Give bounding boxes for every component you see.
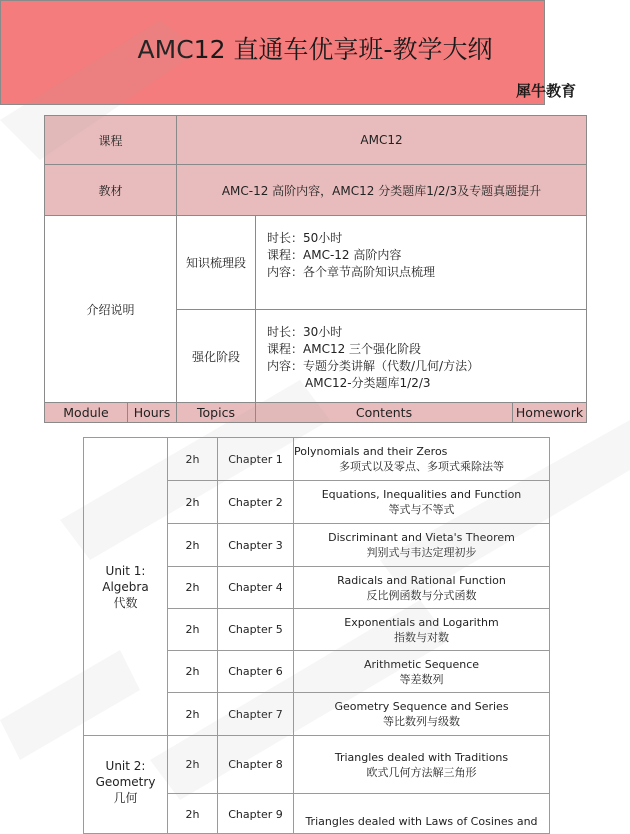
header-banner	[0, 0, 576, 105]
topic-cell	[294, 794, 550, 834]
unit-title: Unit 1:	[105, 563, 146, 578]
hours-cell: 2h	[168, 736, 218, 794]
topic-zh: 反比例函数与分式函数	[366, 588, 477, 602]
page-title: AMC12 直通车优享班-教学大纲	[137, 35, 493, 64]
phase-2-line: 课程：AMC12 三个强化阶段	[267, 342, 422, 356]
chapter-cell: Chapter 8	[218, 736, 294, 794]
topic-zh: 多项式以及零点、多项式乘除法等	[339, 460, 504, 473]
chapter-cell: Chapter 5	[218, 609, 294, 651]
course-value: AMC12	[176, 115, 587, 165]
unit-subject: Algebra	[102, 579, 149, 594]
topic-en: Radicals and Rational Function	[337, 573, 506, 587]
topic-zh: 等差数列	[399, 672, 444, 686]
col-module: Module	[44, 402, 128, 423]
topic-cell	[294, 693, 550, 736]
hours-cell: 2h	[168, 693, 218, 736]
topic-en: Geometry Sequence and Series	[334, 700, 509, 713]
phase-2-line: 内容：专题分类讲解（代数/几何/方法）	[267, 359, 480, 373]
topic-zh: 欧式几何方法解三角形	[366, 765, 477, 779]
topic-en: Arithmetic Sequence	[363, 657, 480, 671]
phase-1-line: 时长：50小时	[267, 231, 343, 245]
topic-en: Equations, Inequalities and Function	[321, 488, 522, 501]
hours-cell: 2h	[168, 794, 218, 834]
phase-1-line: 课程：AMC-12 高阶内容	[267, 248, 402, 262]
intro-label: 介绍说明	[44, 215, 177, 403]
phase-name-1: 知识梳理段	[176, 215, 256, 310]
col-hours: Hours	[127, 402, 177, 423]
unit-cell-2	[84, 736, 168, 834]
topic-en: Triangles dealed with Laws of Cosines and	[305, 815, 538, 828]
unit-subject-zh: 几何	[113, 791, 138, 805]
topic-zh: 指数与对数	[394, 630, 449, 644]
phase-1-line: 内容：各个章节高阶知识点梳理	[267, 265, 436, 279]
material-label: 教材	[44, 164, 177, 216]
chapter-cell: Chapter 1	[218, 438, 294, 481]
chapter-cell: Chapter 7	[218, 693, 294, 736]
topic-zh: 判别式与韦达定理初步	[366, 546, 477, 559]
phase-details-1	[255, 215, 587, 310]
hours-cell: 2h	[168, 609, 218, 651]
phase-2-line: 时长：30小时	[267, 325, 343, 339]
topic-cell	[294, 567, 550, 609]
topic-cell	[294, 524, 550, 567]
hours-cell: 2h	[168, 481, 218, 524]
topic-cell	[294, 651, 550, 693]
hours-cell: 2h	[168, 567, 218, 609]
table-row	[84, 736, 550, 794]
topic-en: Triangles dealed with Traditions	[334, 750, 509, 764]
chapter-cell: Chapter 6	[218, 651, 294, 693]
chapter-cell: Chapter 9	[218, 794, 294, 834]
unit-subject-zh: 代数	[113, 595, 138, 610]
chapter-cell: Chapter 4	[218, 567, 294, 609]
hours-cell: 2h	[168, 524, 218, 567]
table-row	[84, 438, 550, 481]
topic-cell	[294, 609, 550, 651]
topic-zh: 等式与不等式	[388, 503, 455, 516]
topic-en: Discriminant and Vieta's Theorem	[328, 531, 515, 544]
unit-subject: Geometry	[95, 775, 156, 789]
col-homework: Homework	[512, 402, 587, 423]
phase-name-2: 强化阶段	[176, 309, 256, 403]
chapter-cell: Chapter 2	[218, 481, 294, 524]
unit-title: Unit 2:	[105, 759, 146, 773]
unit-cell-1	[84, 438, 168, 736]
topic-en: Exponentials and Logarithm	[344, 615, 499, 629]
syllabus-table	[83, 437, 550, 834]
phase-details-2	[255, 309, 587, 403]
hours-cell: 2h	[168, 438, 218, 481]
topic-en: Polynomials and their Zeros	[294, 445, 448, 458]
topic-cell	[294, 736, 550, 794]
course-label: 课程	[44, 115, 177, 165]
topic-cell	[294, 438, 550, 481]
brand-name: 犀牛教育	[515, 82, 576, 100]
col-topics: Topics	[176, 402, 256, 423]
hours-cell: 2h	[168, 651, 218, 693]
material-value: AMC-12 高阶内容，AMC12 分类题库1/2/3及专题真题提升	[176, 164, 587, 216]
topic-zh: 等比数列与级数	[383, 715, 460, 728]
phase-2-line: AMC12-分类题库1/2/3	[305, 376, 431, 390]
col-contents: Contents	[255, 402, 513, 423]
topic-cell	[294, 481, 550, 524]
chapter-cell: Chapter 3	[218, 524, 294, 567]
